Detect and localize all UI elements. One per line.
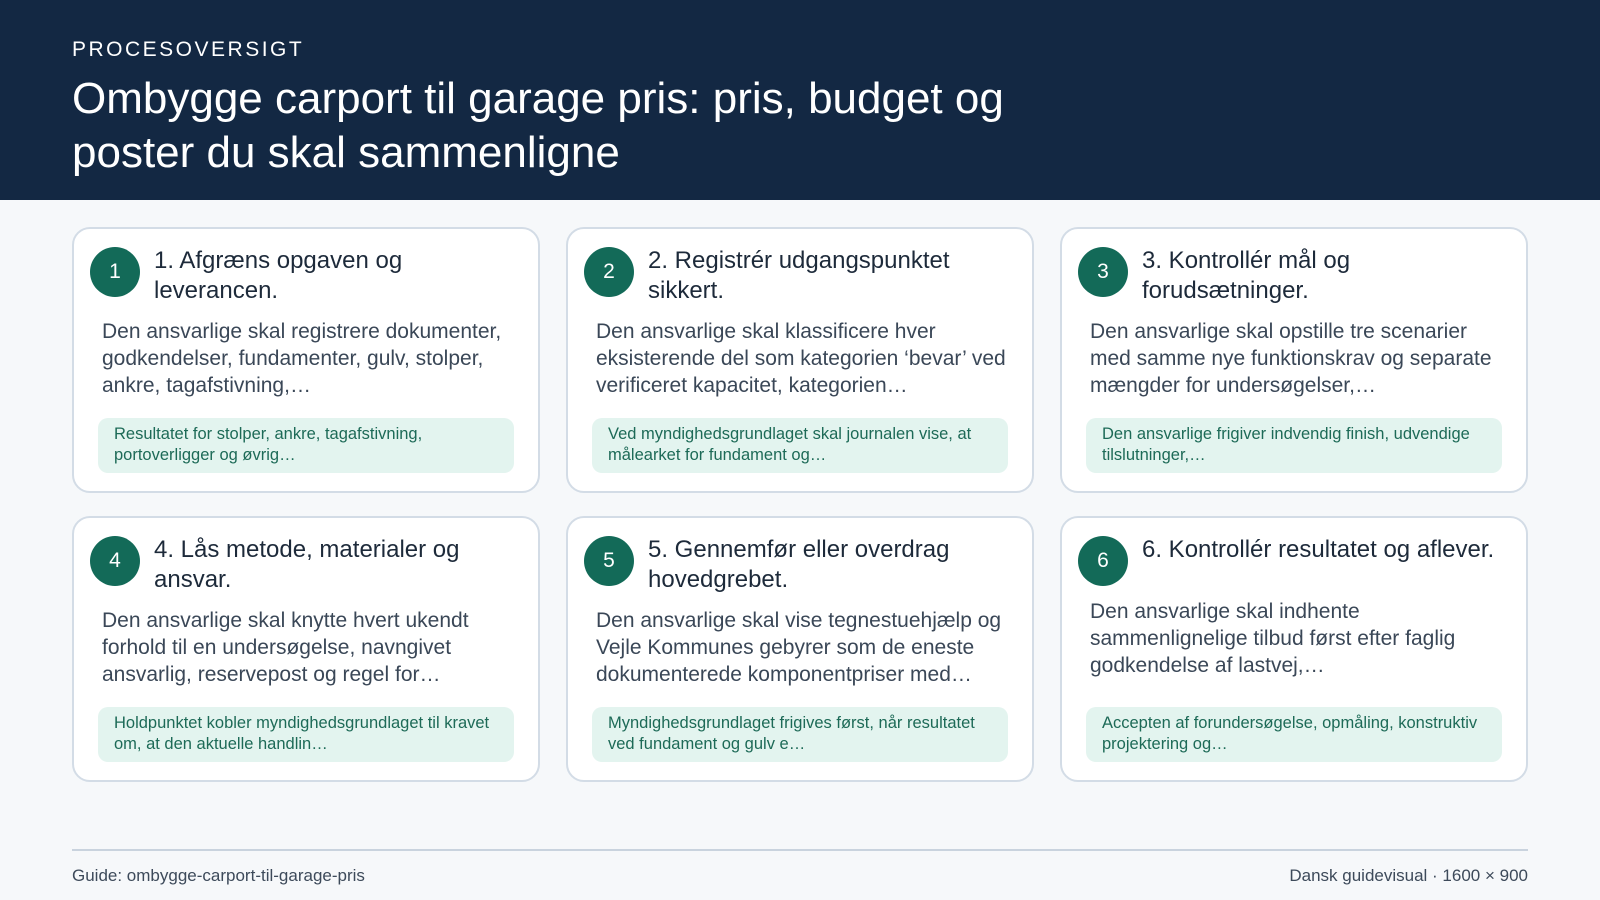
step-number-badge: 5 (584, 536, 634, 586)
step-title: 2. Registrér udgangspunktet sikkert. (648, 247, 950, 304)
step-title: 4. Lås metode, materialer og ansvar. (154, 536, 460, 593)
eyebrow-label: PROCESOVERSIGT (72, 38, 305, 61)
page-title: Ombygge carport til garage pris: pris, budget og poster du skal sammenligne (72, 74, 1004, 177)
step-description: Den ansvarlige skal vise tegnestuehjælp og Vejle Kommunes gebyrer som de eneste dokumenterede komponentpriser med… (596, 609, 1002, 686)
step-description: Den ansvarlige skal indhente sammenlignelige tilbud først efter faglig godkendelse af lastvej,… (1090, 600, 1456, 677)
step-title: 6. Kontrollér resultatet og aflever. (1142, 536, 1495, 563)
step-description: Den ansvarlige skal registrere dokumenter, godkendelser, fundamenter, gulv, stolper, ankre, tagafstivning,… (102, 320, 502, 397)
step-note: Myndighedsgrundlaget frigives først, når resultatet ved fundament og gulv e… (592, 707, 1008, 762)
step-note: Accepten af forundersøgelse, opmåling, konstruktiv projektering og… (1086, 707, 1502, 762)
footer-format-label: Dansk guidevisual · 1600 × 900 (1289, 866, 1528, 885)
step-description: Den ansvarlige skal knytte hvert ukendt forhold til en undersøgelse, navngivet ansvarlig, reservepost og regel for… (102, 609, 469, 686)
step-card-4 (72, 516, 540, 782)
step-title: 1. Afgræns opgaven og leverancen. (154, 247, 403, 304)
step-number-badge: 4 (90, 536, 140, 586)
footer-divider (72, 849, 1528, 851)
step-note: Holdpunktet kobler myndighedsgrundlaget til kravet om, at den aktuelle handlin… (98, 707, 514, 762)
step-note: Ved myndighedsgrundlaget skal journalen vise, at målearket for fundament og… (592, 418, 1008, 473)
step-card-5 (566, 516, 1034, 782)
step-description: Den ansvarlige skal opstille tre scenarier med samme nye funktionskrav og separate mængder for undersøgelser,… (1090, 320, 1492, 397)
step-card-1 (72, 227, 540, 493)
step-number-badge: 2 (584, 247, 634, 297)
step-card-2 (566, 227, 1034, 493)
step-title: 5. Gennemfør eller overdrag hovedgrebet. (648, 536, 950, 593)
step-card-6 (1060, 516, 1528, 782)
header-banner (0, 0, 1600, 200)
step-note: Resultatet for stolper, ankre, tagafstivning, portoverligger og øvrig… (98, 418, 514, 473)
step-number-badge: 3 (1078, 247, 1128, 297)
step-note: Den ansvarlige frigiver indvendig finish, udvendige tilslutninger,… (1086, 418, 1502, 473)
step-number-badge: 1 (90, 247, 140, 297)
step-number-badge: 6 (1078, 536, 1128, 586)
step-title: 3. Kontrollér mål og forudsætninger. (1142, 247, 1351, 304)
step-card-3 (1060, 227, 1528, 493)
footer-guide-label: Guide: ombygge-carport-til-garage-pris (72, 866, 365, 885)
process-grid (72, 227, 1528, 782)
step-description: Den ansvarlige skal klassificere hver eksisterende del som kategorien ‘bevar’ ved verificeret kapacitet, kategorien… (596, 320, 1006, 397)
